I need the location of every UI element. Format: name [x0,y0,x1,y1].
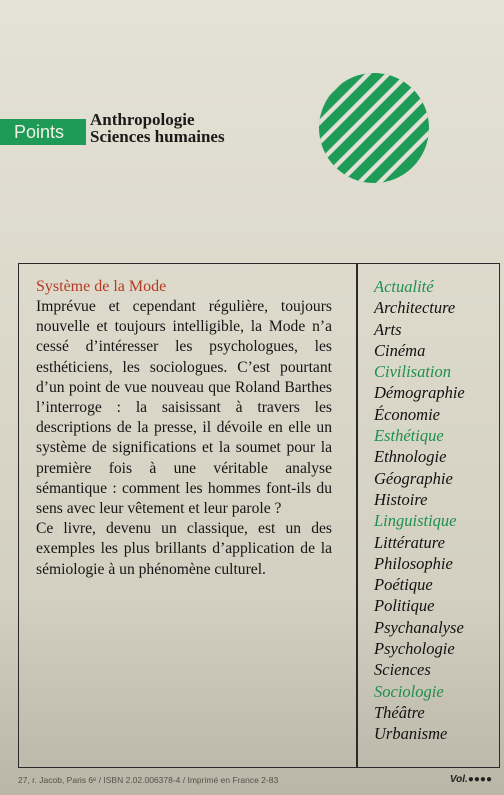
points-badge [0,119,86,145]
series-line-2: Sciences humaines [90,127,225,146]
panel-divider [356,263,358,768]
topic-item: Sociologie [374,681,444,701]
topic-item: Histoire [374,489,428,509]
topic-item: Philosophie [374,553,453,573]
topics-list [374,276,498,745]
topic-item: Littérature [374,532,445,552]
topic-item: Urbanisme [374,724,448,744]
description-paragraph-2: Ce livre, devenu un classique, est un des exemples les plus brillants d’application de la sémiologie à un phénomène culturel. [36,520,332,578]
topic-item: Linguistique [374,511,457,531]
volume-mark: Vol.●●●● [449,774,492,785]
topic-item: Économie [374,404,440,424]
topic-item: Poétique [374,575,433,595]
topic-item: Ethnologie [374,447,447,467]
topic-item: Théâtre [374,702,425,722]
topic-item: Psychologie [374,639,455,659]
topic-item: Esthétique [374,426,444,446]
series-title [90,111,225,145]
topic-item: Psychanalyse [374,617,464,637]
striped-circle-logo-icon [318,72,430,184]
topic-item: Démographie [374,383,465,403]
series-line-1: Anthropologie [90,110,195,129]
topic-item: Cinéma [374,340,426,360]
topic-item: Civilisation [374,362,452,382]
topic-item: Actualité [374,277,434,296]
points-badge-label: Points [14,122,65,142]
topic-item: Sciences [374,660,431,680]
topic-item: Arts [374,319,402,339]
book-title: Système de la Mode [36,278,167,295]
imprint-footer: 27, r. Jacob, Paris 6ᵉ / ISBN 2.02.006378-4 / Imprimé en France 2-83 [18,775,279,785]
description-column [36,277,332,580]
topic-item: Géographie [374,468,453,488]
topic-item: Architecture [374,298,456,318]
topic-item: Politique [374,596,435,616]
description-paragraph-1: Imprévue et cependant régulière, toujours nouvelle et toujours intelligible, la Mode n’a cessé d’intéresser les psychologues, les esthéticiens, les sociologues. C’est pourtant d’un point de vue nouveau que Roland Barthes l’interroge : la saisissant à travers les descriptions de la presse, il dévoile en elle un système de significations et la soumet pour la première fois à une véritable analyse sémantique : comment les hommes font-ils du sens avec leur vêtement et leur parole ? [36,298,332,518]
